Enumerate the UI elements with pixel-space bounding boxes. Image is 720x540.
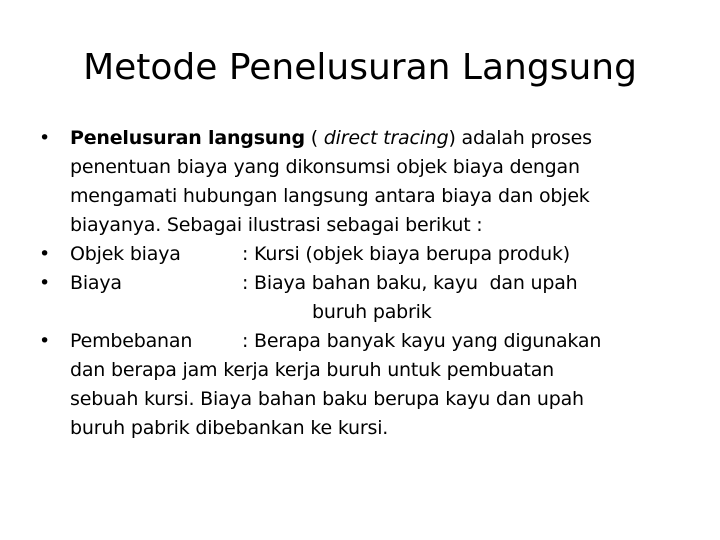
definition-row bbox=[70, 240, 686, 269]
bullet-icon: • bbox=[39, 272, 51, 294]
bullet-item-biaya bbox=[36, 269, 686, 327]
bullet-line: penentuan biaya yang dikonsumsi objek biaya dengan bbox=[70, 156, 580, 178]
definition-label: Biaya bbox=[70, 272, 122, 294]
definition-label: Objek biaya bbox=[70, 243, 181, 265]
term-penelusuran-langsung: Penelusuran langsung bbox=[70, 127, 305, 149]
bullet-line: mengamati hubungan langsung antara biaya dan objek bbox=[70, 185, 590, 207]
bullet-line-text: ) adalah proses bbox=[448, 127, 592, 149]
bullet-item-objek-biaya bbox=[36, 240, 686, 269]
slide-body bbox=[36, 124, 686, 443]
bullet-icon: • bbox=[39, 127, 51, 149]
bullet-list bbox=[36, 124, 686, 443]
bullet-line: dan berapa jam kerja kerja buruh untuk pembuatan bbox=[70, 359, 554, 381]
bullet-line: biayanya. Sebagai ilustrasi sebagai berikut : bbox=[70, 214, 483, 236]
definition-continuation: buruh pabrik bbox=[312, 301, 432, 323]
bullet-item-penelusuran bbox=[36, 124, 686, 240]
bullet-line: buruh pabrik dibebankan ke kursi. bbox=[70, 417, 389, 439]
definition-label: Pembebanan bbox=[70, 330, 193, 352]
bullet-item-pembebanan bbox=[36, 327, 686, 443]
bullet-line bbox=[70, 124, 686, 153]
definition-row bbox=[70, 327, 686, 356]
term-direct-tracing: direct tracing bbox=[323, 127, 449, 149]
open-paren: ( bbox=[304, 127, 324, 149]
bullet-icon: • bbox=[39, 243, 51, 265]
slide-title: Metode Penelusuran Langsung bbox=[83, 47, 637, 88]
definition-value: : Berapa banyak kayu yang digunakan bbox=[242, 330, 602, 352]
bullet-line: sebuah kursi. Biaya bahan baku berupa kayu dan upah bbox=[70, 388, 584, 410]
definition-value: : Kursi (objek biaya berupa produk) bbox=[242, 243, 570, 265]
bullet-icon: • bbox=[39, 330, 51, 352]
definition-value: : Biaya bahan baku, kayu dan upah bbox=[242, 272, 578, 294]
definition-row bbox=[70, 269, 686, 298]
